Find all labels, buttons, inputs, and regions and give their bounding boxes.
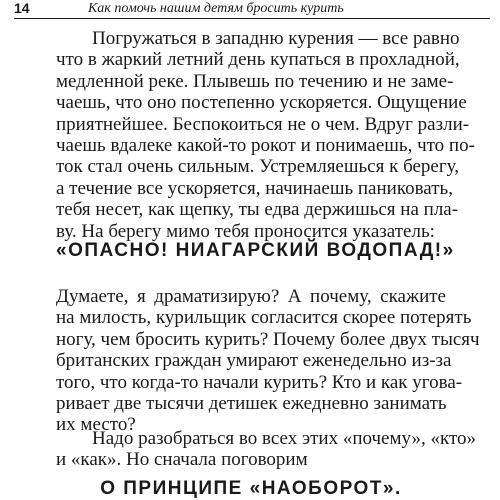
text-line: а течение все ускоряется, начинаешь паниковать, [56,177,453,199]
text-line: ток стал очень сильным. Устремляешься к берегу, [56,156,459,178]
text-line: чаешь, что оно постепенно ускоряется. Ощущение [56,92,467,114]
text-line: Погружаться в западню курения — все равно [92,28,460,49]
page-number: 14 [14,0,30,16]
paragraph-transition [56,428,477,471]
paragraph-questions [56,286,480,436]
text-line: их место? [56,414,136,436]
running-title: Как помочь нашим детям бросить курить [88,1,344,16]
text-line: приятнейшее. Беспокоиться не о чем. Вдруг разли- [56,113,470,135]
text-line: тебя несет, как щепку, ты едва держишься на пла- [56,199,459,221]
text-line: ногу, чем бросить курить? Почему более двух тысяч [56,328,480,350]
text-line: что в жаркий летний день купаться в прохладной, [56,49,460,71]
running-head [14,0,490,19]
text-line: Думаете, я драматизирую? А почему, скажите [56,286,446,307]
text-line: и «как». Но сначала поговорим [56,449,308,471]
text-line: ривает две тысячи детишек ежедневно занимать [56,393,447,415]
text-line: Надо разобраться во всех этих «почему», «кто» [92,428,477,449]
text-line: медленной реке. Плывешь по течению и не заме- [56,70,454,92]
text-line: на милость, курильщик согласится скорее потерять [56,307,472,329]
section-heading-reverse-principle: О ПРИНЦИПЕ «НАОБОРОТ». [100,478,402,499]
text-line: британских граждан умирают еженедельно из-за [56,350,452,372]
text-line: ву. На берегу мимо тебя проносится указатель: [56,220,435,242]
text-line: чаешь вдалеке какой-то рокот и понимаешь, что по- [56,135,475,157]
section-heading-warning: «ОПАСНО! НИАГАРСКИЙ ВОДОПАД!» [56,240,455,261]
text-line: того, что когда-то начали курить? Кто и как угова- [56,371,463,393]
paragraph-river-metaphor [56,28,475,242]
